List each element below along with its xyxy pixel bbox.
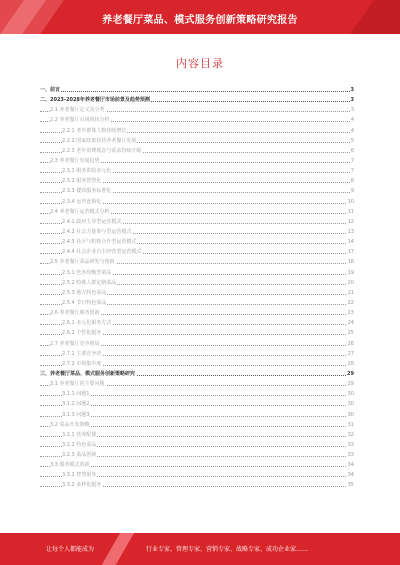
toc-entry[interactable] bbox=[40, 450, 354, 460]
toc-entry[interactable] bbox=[40, 115, 354, 125]
toc-entry-page: 4 bbox=[350, 126, 354, 136]
toc-entry[interactable] bbox=[40, 85, 354, 95]
toc-entry-label: 2.7.2 市场集中度 bbox=[62, 359, 102, 369]
toc-entry[interactable] bbox=[40, 298, 354, 308]
toc-entry-page: 17 bbox=[347, 247, 354, 257]
toc-entry-page: 21 bbox=[347, 288, 354, 298]
toc-entry[interactable] bbox=[40, 166, 354, 176]
toc-entry-label: 2.3.2 服务智慧化 bbox=[62, 176, 102, 186]
toc-entry-label: 3.3.2 多样化服务 bbox=[62, 480, 102, 490]
toc-entry[interactable] bbox=[40, 156, 354, 166]
toc-entry-label: 2.5 养老餐厅菜品研发与创新 bbox=[50, 257, 116, 267]
toc-entry-label: 2.4 养老餐厅运营模式分析 bbox=[50, 207, 111, 217]
toc-entry-page: 34 bbox=[347, 470, 354, 480]
toc-heading: 内容目录 bbox=[176, 57, 224, 70]
toc-entry[interactable] bbox=[40, 430, 354, 440]
toc-entry-label: 2.6.1 多元化服务方式 bbox=[62, 318, 112, 328]
toc-entry-label: 2.6.2 个性化服务 bbox=[62, 328, 102, 338]
toc-entry[interactable] bbox=[40, 339, 354, 349]
toc-entry-label: 2.4.3 社区与机构合作型运营模式 bbox=[62, 237, 137, 247]
toc-entry[interactable] bbox=[40, 308, 354, 318]
toc-entry-page: 29 bbox=[346, 369, 354, 379]
toc-entry-page: 30 bbox=[347, 389, 354, 399]
toc-entry-page: 3 bbox=[350, 105, 354, 115]
toc-entry-page: 31 bbox=[347, 420, 354, 430]
toc-entry-label: 3.2 菜品开发策略 bbox=[50, 420, 91, 430]
toc-entry[interactable] bbox=[40, 126, 354, 136]
toc-entry-label: 2.3 养老餐厅发展趋势 bbox=[50, 156, 101, 166]
footer-decoration bbox=[97, 533, 137, 565]
toc-entry-label: 2.4.4 社会企业自主经营型运营模式 bbox=[62, 247, 142, 257]
toc-entry-label: 2.2.2 国家政策扶持养老餐厅发展 bbox=[62, 136, 137, 146]
toc-entry-page: 29 bbox=[347, 379, 354, 389]
toc-entry[interactable] bbox=[40, 268, 354, 278]
toc-entry-page: 5 bbox=[350, 136, 354, 146]
toc-entry-page: 26 bbox=[347, 339, 354, 349]
toc-entry-label: 2.5.1 营养均衡型菜品 bbox=[62, 268, 112, 278]
toc-entry[interactable] bbox=[40, 349, 354, 359]
toc-entry-label: 2.1 养老餐厅定义及分类 bbox=[50, 105, 106, 115]
toc-entry[interactable] bbox=[40, 105, 354, 115]
toc-entry[interactable] bbox=[40, 176, 354, 186]
toc-entry[interactable] bbox=[40, 197, 354, 207]
toc-entry[interactable] bbox=[40, 288, 354, 298]
footer-slogan-right: 行业专家、管理专家、营销专家、战略专家、成功企业家…… bbox=[146, 546, 309, 553]
toc-entry-label: 三、养老餐厅菜品、模式服务创新策略研究 bbox=[40, 369, 136, 379]
toc-entry[interactable] bbox=[40, 227, 354, 237]
toc-entry-page: 33 bbox=[347, 450, 354, 460]
toc-entry[interactable] bbox=[40, 369, 354, 379]
toc-entry[interactable] bbox=[40, 460, 354, 470]
toc-entry[interactable] bbox=[40, 318, 354, 328]
toc-entry[interactable] bbox=[40, 399, 354, 409]
toc-entry-label: 2.5.4 节日特色菜品 bbox=[62, 298, 107, 308]
toc-entry-label: 3.1.1 问题1 bbox=[62, 389, 91, 399]
toc-entry-page: 22 bbox=[347, 298, 354, 308]
toc-entry-label: 2.7.1 主要竞争者 bbox=[62, 349, 102, 359]
footer-slogan-left: 让每个人都能成为 bbox=[46, 546, 95, 553]
footer-banner bbox=[0, 533, 400, 565]
toc-entry-page: 19 bbox=[347, 268, 354, 278]
toc-entry-page: 35 bbox=[347, 480, 354, 490]
toc-entry[interactable] bbox=[40, 470, 354, 480]
toc-entry-page: 3 bbox=[350, 95, 354, 105]
toc-entry-label: 3.1.3 问题3 bbox=[62, 410, 91, 420]
toc-entry-label: 2.4.2 社会力量参与型运营模式 bbox=[62, 227, 132, 237]
toc-entry-page: 7 bbox=[350, 166, 354, 176]
toc-entry-label: 2.6 养老餐厅服务创新 bbox=[50, 308, 101, 318]
toc-entry-label: 2.2.3 老年消费观念与需求持续升级 bbox=[62, 146, 142, 156]
toc-entry-label: 3.1.2 问题2 bbox=[62, 399, 91, 409]
toc-entry-page: 32 bbox=[347, 430, 354, 440]
toc-entry[interactable] bbox=[40, 237, 354, 247]
toc-entry-page: 13 bbox=[347, 227, 354, 237]
toc-entry[interactable] bbox=[40, 480, 354, 490]
toc-entry-label: 2.7 养老餐厅竞争格局 bbox=[50, 339, 101, 349]
toc-entry-page: 11 bbox=[347, 207, 354, 217]
toc-entry-page: 4 bbox=[350, 115, 354, 125]
toc-entry[interactable] bbox=[40, 359, 354, 369]
toc-entry-page: 28 bbox=[347, 359, 354, 369]
toc-entry-page: 30 bbox=[347, 399, 354, 409]
toc-entry-label: 2.2.1 老年群体人数持续增长 bbox=[62, 126, 127, 136]
header-banner bbox=[0, 0, 400, 34]
toc-entry-label: 2.5.3 地方特色菜品 bbox=[62, 288, 107, 298]
toc-entry[interactable] bbox=[40, 136, 354, 146]
toc-entry-label: 3.3 服务模式创新 bbox=[50, 460, 91, 470]
toc-entry-page: 27 bbox=[347, 349, 354, 359]
toc-entry[interactable] bbox=[40, 389, 354, 399]
toc-entry[interactable] bbox=[40, 420, 354, 430]
toc-entry-label: 3.3.1 智慧服务 bbox=[62, 470, 97, 480]
toc-entry-page: 20 bbox=[347, 278, 354, 288]
table-of-contents bbox=[40, 85, 354, 491]
toc-entry-label: 2.3.1 服务供给多元化 bbox=[62, 166, 112, 176]
toc-entry-page: 34 bbox=[347, 460, 354, 470]
toc-entry[interactable] bbox=[40, 95, 354, 105]
toc-entry-page: 18 bbox=[347, 257, 354, 267]
toc-leader-dots bbox=[40, 91, 354, 92]
toc-entry-label: 3.1 养老餐厅的主要问题 bbox=[50, 379, 106, 389]
toc-entry[interactable] bbox=[40, 440, 354, 450]
toc-entry-page: 10 bbox=[347, 197, 354, 207]
toc-entry[interactable] bbox=[40, 146, 354, 156]
toc-entry-page: 33 bbox=[347, 440, 354, 450]
toc-entry-label: 3.2.1 营养配餐 bbox=[62, 430, 97, 440]
toc-entry-label: 2.4.1 政府主导型运营模式 bbox=[62, 217, 122, 227]
toc-entry[interactable] bbox=[40, 379, 354, 389]
toc-entry-page: 9 bbox=[350, 186, 354, 196]
toc-entry-page: 30 bbox=[347, 410, 354, 420]
report-title: 养老餐厅菜品、模式服务创新策略研究报告 bbox=[102, 15, 298, 26]
toc-entry[interactable] bbox=[40, 247, 354, 257]
toc-entry[interactable] bbox=[40, 257, 354, 267]
toc-entry-page: 6 bbox=[350, 146, 354, 156]
toc-entry[interactable] bbox=[40, 186, 354, 196]
toc-entry-label: 2.3.3 餐饮服务标准化 bbox=[62, 186, 112, 196]
toc-entry-label: 3.2.3 菜品创新 bbox=[62, 450, 97, 460]
toc-entry[interactable] bbox=[40, 217, 354, 227]
toc-entry-page: 25 bbox=[347, 328, 354, 338]
toc-entry[interactable] bbox=[40, 328, 354, 338]
toc-entry-page: 3 bbox=[350, 85, 354, 95]
toc-entry-label: 2.2 养老餐厅市场现状分析 bbox=[50, 115, 111, 125]
toc-entry-label: 一、前言 bbox=[40, 85, 61, 95]
toc-entry[interactable] bbox=[40, 207, 354, 217]
toc-entry-page: 7 bbox=[350, 156, 354, 166]
toc-entry-page: 24 bbox=[347, 318, 354, 328]
toc-entry-label: 2.5.2 特殊人群定制菜品 bbox=[62, 278, 117, 288]
toc-entry-label: 2.3.4 运营连锁化 bbox=[62, 197, 102, 207]
toc-entry[interactable] bbox=[40, 410, 354, 420]
toc-entry-label: 二、2023-2028年养老餐厅市场前景及趋势预测 bbox=[40, 95, 151, 105]
toc-entry[interactable] bbox=[40, 278, 354, 288]
toc-entry-page: 14 bbox=[347, 237, 354, 247]
toc-entry-label: 3.2.2 特色菜品 bbox=[62, 440, 97, 450]
toc-entry-page: 12 bbox=[347, 217, 354, 227]
toc-entry-page: 8 bbox=[350, 176, 354, 186]
toc-entry-page: 23 bbox=[347, 308, 354, 318]
